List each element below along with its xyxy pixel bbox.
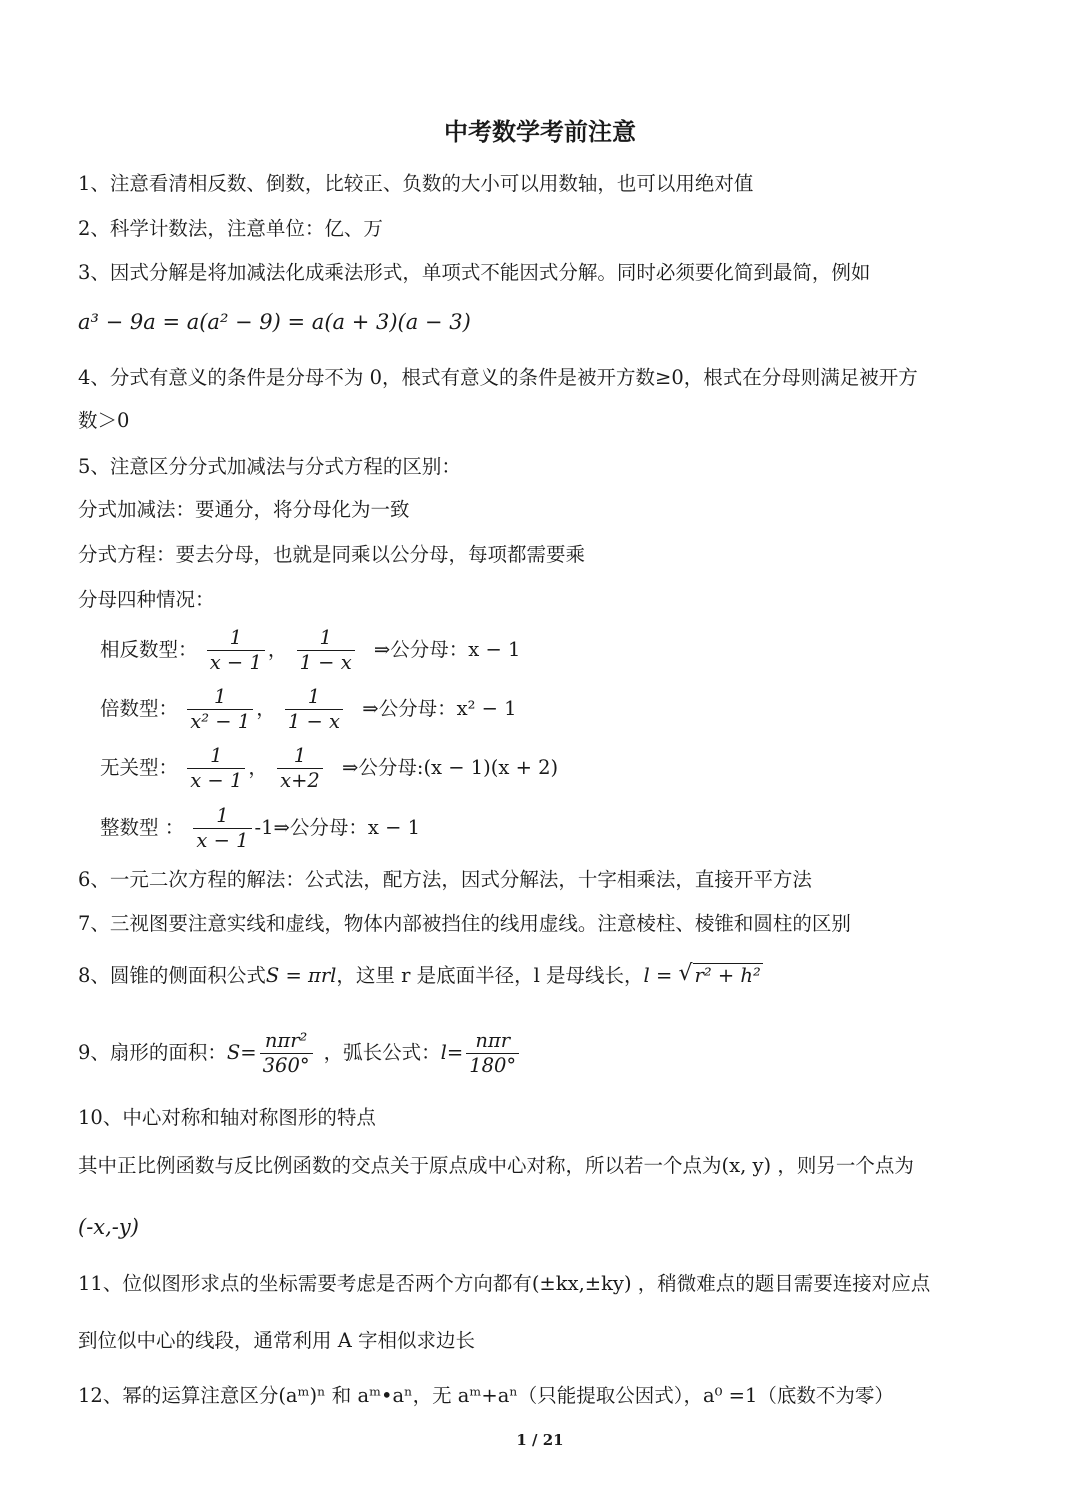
arc-length-fraction: $\frac{\text{nπr}}{180^\circ}$ xyxy=(466,1031,519,1077)
sqrt-expression: √ r² + h² xyxy=(679,962,763,990)
item-11-line-1: 11、位似图形求点的坐标需要考虑是否两个方向都有(±kx,±ky) ，稍微难点的题目需要连接对应点 xyxy=(78,1272,931,1295)
case-multiple: 倍数型： $\frac{1}{\text{x² − 1}}$ ， $\frac{1}{1 - x}$ ⇒公分母：x² − 1 xyxy=(100,684,517,733)
item-9: 9、扇形的面积：S= $\frac{\text{nπr²}}{360^\circ}$ ，弧长公式：l= $\frac{\text{nπr}}{180^\circ}$ xyxy=(78,1024,522,1082)
fraction: $\frac{1}{1 - x}$ xyxy=(297,628,355,674)
item-5-equation: 分式方程：要去分母，也就是同乘以公分母，每项都需要乘 xyxy=(78,543,586,566)
case-result: ⇒公分母：x − 1 xyxy=(373,638,521,661)
item-10-point: (-x,-y) xyxy=(78,1215,139,1239)
case-result: ⇒公分母：x² − 1 xyxy=(362,697,517,720)
item-5-cases-heading: 分母四种情况： xyxy=(78,588,215,611)
case-integer xyxy=(100,802,420,854)
fraction: $\frac{1}{x - 1}$ xyxy=(207,628,265,674)
fraction: $\frac{1}{1 - x}$ xyxy=(285,687,343,733)
case-result: ⇒公分母:(x − 1)(x + 2) xyxy=(342,756,559,779)
sector-area-fraction: $\frac{\text{nπr²}}{360^\circ}$ xyxy=(260,1031,313,1077)
item-7: 7、三视图要注意实线和虚线，物体内部被挡住的线用虚线。注意棱柱、棱锥和圆柱的区别 xyxy=(78,912,851,935)
item-4-line-2: 数＞0 xyxy=(78,409,130,432)
case-unrelated: 无关型： $\frac{1}{x - 1}$ ， $\frac{1}{x+2}$ ⇒公分母:(x − 1)(x + 2) xyxy=(100,743,559,792)
item-10: 10、中心对称和轴对称图形的特点 xyxy=(78,1106,376,1129)
fraction: $\frac{1}{\text{x² − 1}}$ xyxy=(187,687,253,733)
case-label: 倍数型： xyxy=(100,697,179,720)
item-3: 3、因式分解是将加减法化成乘法形式，单项式不能因式分解。同时必须要化简到最简，例如 xyxy=(78,261,871,284)
case-opposite: 相反数型： $\frac{1}{x - 1}$ ， $\frac{1}{1 - x}$ ⇒公分母：x − 1 xyxy=(100,625,521,674)
item-5-addition: 分式加减法：要通分，将分母化为一致 xyxy=(78,498,410,521)
item-3-formula: a³ − 9a = a(a² − 9) = a(a + 3)(a − 3) xyxy=(78,310,471,334)
fraction: $\frac{1}{x+2}$ xyxy=(277,746,323,792)
fraction: $\frac{1}{x - 1}$ xyxy=(193,806,251,852)
case-label: 无关型： xyxy=(100,756,179,779)
case-result: -1⇒公分母：x − 1 xyxy=(254,816,421,839)
item-1: 1、注意看清相反数、倒数，比较正、负数的大小可以用数轴，也可以用绝对值 xyxy=(78,172,754,195)
item-6: 6、一元二次方程的解法：公式法，配方法，因式分解法，十字相乘法，直接开平方法 xyxy=(78,868,812,891)
case-label: 相反数型： xyxy=(100,638,198,661)
item-12: 12、幂的运算注意区分(aᵐ)ⁿ 和 aᵐ•aⁿ，无 aᵐ+aⁿ（只能提取公因式），a⁰ =1（底数不为零） xyxy=(78,1384,894,1407)
fraction: $\frac{1}{x - 1}$ xyxy=(187,746,245,792)
page-title: 中考数学考前注意 xyxy=(444,118,636,146)
case-label: 整数型 ： xyxy=(100,816,185,839)
item-10-detail: 其中正比例函数与反比例函数的交点关于原点成中心对称，所以若一个点为(x, y) ，则另一个点为 xyxy=(78,1154,914,1177)
cone-area-formula: S = πrl xyxy=(265,964,337,987)
item-4-line-1: 4、分式有意义的条件是分母不为 0，根式有意义的条件是被开方数≥0，根式在分母则满足被开方 xyxy=(78,366,918,389)
page-number: 1 / 21 xyxy=(516,1431,564,1449)
item-8: 8、圆锥的侧面积公式S = πrl，这里 r 是底面半径，l 是母线长，l = √ r² + h² xyxy=(78,962,763,990)
item-5: 5、注意区分分式加减法与分式方程的区别： xyxy=(78,455,461,478)
item-2: 2、科学计数法，注意单位：亿、万 xyxy=(78,217,383,240)
item-11-line-2: 到位似中心的线段，通常利用 A 字相似求边长 xyxy=(78,1329,475,1352)
